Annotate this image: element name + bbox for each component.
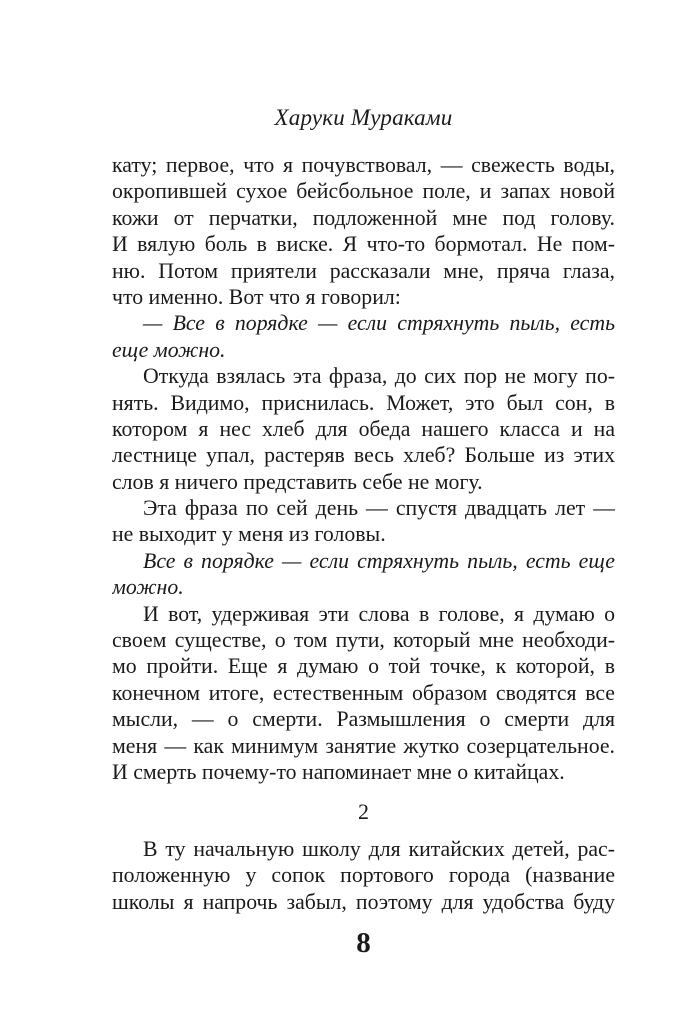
text-line: еще можно. [112, 337, 226, 362]
text-line: кату; первое, что я почувствовал, — свежесть воды, [112, 153, 615, 177]
body-text-section-1 [112, 152, 615, 785]
text-line: нять. Видимо, приснилась. Может, это был сон, в [112, 390, 615, 415]
body-text-section-2 [112, 836, 615, 915]
text-line: школы я напрочь забыл, поэтому для удобства буду [112, 889, 615, 914]
text-line: — Все в порядке — если стряхнуть пыль, есть [143, 311, 615, 336]
text-line: мо пройти. Еще я думаю о той точке, к которой, в [112, 654, 615, 679]
text-line: что именно. Вот что я говорил: [112, 284, 401, 309]
page-number: 8 [356, 927, 371, 959]
running-head: Харуки Мураками [274, 105, 453, 130]
text-line: котором я нес хлеб для обеда нашего класса и на [112, 416, 615, 441]
text-line: ню. Потом приятели рассказали мне, пряча глаза, [112, 258, 615, 283]
text-line: окропившей сухое бейсбольное поле, и запах новой [112, 179, 615, 204]
text-line: положенную у сопок портового города (название [112, 863, 615, 888]
text-line: лестнице упал, растеряв весь хлеб? Больше из этих [112, 443, 615, 468]
section-number: 2 [358, 799, 369, 824]
text-line: можно. [112, 575, 184, 600]
text-line: конечном итоге, естественным образом сводятся все [112, 680, 615, 705]
text-line: Эта фраза по сей день — спустя двадцать лет — [143, 496, 615, 521]
text-line: И вялую боль в виске. Я что-то бормотал. Не пом- [112, 232, 615, 257]
text-line: не выходит у меня из головы. [112, 522, 386, 547]
text-line: кожи от перчатки, подложенной мне под голову. [112, 205, 615, 230]
text-line: мысли, — о смерти. Размышления о смерти для [112, 707, 615, 732]
book-page [112, 0, 615, 1034]
text-line: меня — как минимум занятие жутко созерцательное. [112, 733, 615, 758]
text-line: своем существе, о том пути, который мне необходи- [112, 628, 615, 653]
text-line: И смерть почему-то напоминает мне о китайцах. [112, 759, 565, 784]
text-line: В ту начальную школу для китайских детей, рас- [143, 837, 615, 861]
text-line: Все в порядке — если стряхнуть пыль, есть еще [143, 548, 615, 573]
text-line: слов я ничего представить себе не могу. [112, 469, 483, 494]
text-line: Откуда взялась эта фраза, до сих пор не могу по- [143, 364, 615, 389]
text-line: И вот, удерживая эти слова в голове, я думаю о [143, 601, 615, 626]
